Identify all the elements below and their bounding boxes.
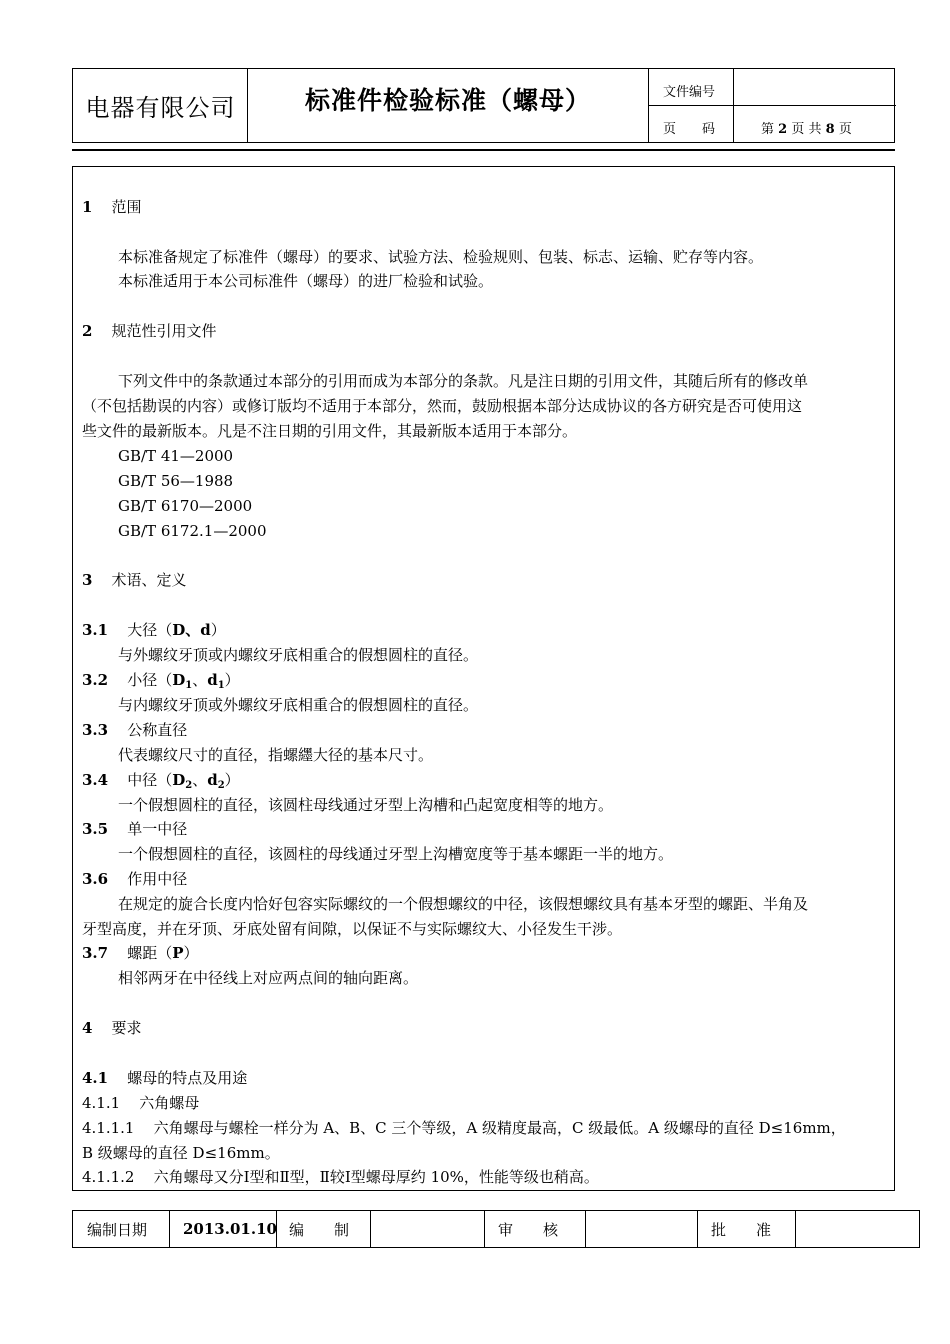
definition-text: 在规定的旋合长度内恰好包容实际螺纹的一个假想螺纹的中径，该假想螺纹具有基本牙型的螺距、半角及 xyxy=(118,895,809,913)
doc-number-label: 文件编号 xyxy=(663,85,716,100)
subsection-3-5-heading xyxy=(82,819,187,839)
footer-divider xyxy=(169,1211,170,1247)
title-symbol: d xyxy=(207,771,218,789)
title-part: ） xyxy=(224,771,240,789)
definition-text: 与外螺纹牙顶或内螺纹牙底相重合的假想圆柱的直径。 xyxy=(118,646,479,664)
subscript: 1 xyxy=(217,680,225,691)
title-part: 、 xyxy=(192,771,208,789)
reference-item: GB/T 6172.1—2000 xyxy=(118,522,267,540)
title-part: ） xyxy=(183,944,199,962)
title-part: 小径（ xyxy=(127,671,173,689)
section-number: 3.5 xyxy=(82,820,109,838)
section-number: 3.1 xyxy=(82,621,109,639)
title-part: 中径（ xyxy=(127,771,173,789)
subsection-3-6-heading xyxy=(82,869,187,889)
company-name: 电器有限公司 xyxy=(85,94,236,122)
section-number: 4 xyxy=(82,1019,93,1037)
section-number: 2 xyxy=(82,322,93,340)
section-4-heading xyxy=(82,1018,142,1038)
section-title: 作用中径 xyxy=(127,870,188,888)
subsection-4-1-1-heading xyxy=(82,1093,199,1113)
section-3-heading xyxy=(82,570,187,590)
approval-footer xyxy=(72,1210,920,1248)
reference-item: GB/T 41—2000 xyxy=(118,447,234,465)
header-rule xyxy=(72,149,895,151)
section-number: 3.7 xyxy=(82,944,109,962)
title-symbol: P xyxy=(172,944,184,962)
header-row-divider xyxy=(648,105,896,106)
date-value: 2013.01.10 xyxy=(183,1220,277,1238)
section-title: 要求 xyxy=(111,1019,142,1037)
reference-item: GB/T 6170—2000 xyxy=(118,497,253,515)
section-title: 范围 xyxy=(111,198,142,216)
definition-text: 相邻两牙在中径线上对应两点间的轴向距离。 xyxy=(118,969,419,987)
footer-divider xyxy=(276,1211,277,1247)
document-header xyxy=(72,68,895,143)
footer-divider xyxy=(585,1211,586,1247)
clause-text: 六角螺母与螺栓一样分为 A、B、C 三个等级，A 级精度最高，C 级最低。A 级螺母的直径 D≤16mm， xyxy=(153,1119,846,1137)
footer-divider xyxy=(370,1211,371,1247)
subsection-4-1-heading xyxy=(82,1068,247,1088)
page-total: 8 xyxy=(825,122,835,137)
section-number: 4.1.1.1 xyxy=(82,1119,135,1137)
section-1-heading xyxy=(82,197,142,217)
section-number: 4.1.1.2 xyxy=(82,1168,135,1186)
title-symbol: D、d xyxy=(172,621,211,639)
title-part: 螺距（ xyxy=(127,944,173,962)
section-number: 1 xyxy=(82,198,93,216)
prepared-label: 编 制 xyxy=(289,1220,350,1239)
section-number: 4.1 xyxy=(82,1069,109,1087)
section-title: 术语、定义 xyxy=(111,571,187,589)
paragraph-line: 些文件的最新版本。凡是不注日期的引用文件，其最新版本适用于本部分。 xyxy=(82,422,578,440)
clause-text: 六角螺母又分Ⅰ型和Ⅱ型，Ⅱ较Ⅰ型螺母厚约 10%，性能等级也稍高。 xyxy=(153,1168,599,1186)
title-symbol: D xyxy=(172,671,186,689)
clause-4-1-1-1 xyxy=(82,1118,846,1138)
section-number: 3.2 xyxy=(82,671,109,689)
clause-text: B 级螺母的直径 D≤16mm。 xyxy=(82,1144,280,1162)
section-2-heading xyxy=(82,321,217,341)
subscript: 2 xyxy=(217,780,225,791)
subscript: 1 xyxy=(185,680,193,691)
paragraph: 本标准适用于本公司标准件（螺母）的进厂检验和试验。 xyxy=(118,272,494,290)
subscript: 2 xyxy=(185,780,193,791)
title-part: 、 xyxy=(192,671,208,689)
footer-divider xyxy=(697,1211,698,1247)
title-symbol: D xyxy=(172,771,186,789)
page-suffix: 页 xyxy=(838,122,852,137)
section-number: 3.3 xyxy=(82,721,109,739)
paragraph: 本标准备规定了标准件（螺母）的要求、试验方法、检验规则、包装、标志、运输、贮存等内容。 xyxy=(118,248,764,266)
page-prefix: 第 xyxy=(761,122,775,137)
title-symbol: d xyxy=(207,671,218,689)
clause-4-1-1-2 xyxy=(82,1167,599,1187)
title-part: 大径（ xyxy=(127,621,173,639)
approve-label: 批 准 xyxy=(711,1220,772,1239)
subsection-3-4-heading xyxy=(82,770,240,796)
date-label: 编制日期 xyxy=(87,1220,148,1239)
footer-divider xyxy=(795,1211,796,1247)
definition-text: 代表螺纹尺寸的直径，指螺纆大径的基本尺寸。 xyxy=(118,746,434,764)
page-current: 2 xyxy=(778,122,788,137)
section-title: 螺母的特点及用途 xyxy=(127,1069,248,1087)
definition-text: 一个假想圆柱的直径，该圆柱母线通过牙型上沟槽和凸起宽度相等的地方。 xyxy=(118,796,614,814)
page-middle: 页 共 xyxy=(791,122,822,137)
subsection-3-7-heading xyxy=(82,943,199,963)
paragraph-line: （不包括勘误的内容）或修订版均不适用于本部分，然而，鼓励根据本部分达成协议的各方研究是否可使用这 xyxy=(82,397,803,415)
section-number: 3.4 xyxy=(82,771,109,789)
page-indicator xyxy=(761,118,852,137)
content-frame xyxy=(72,166,895,1191)
section-title: 单一中径 xyxy=(127,820,188,838)
definition-text: 与内螺纹牙顶或外螺纹牙底相重合的假想圆柱的直径。 xyxy=(118,696,479,714)
footer-divider xyxy=(484,1211,485,1247)
document-title: 标准件检验标准（螺母） xyxy=(304,86,591,115)
section-number: 4.1.1 xyxy=(82,1094,121,1112)
section-title: 规范性引用文件 xyxy=(111,322,217,340)
definition-text: 一个假想圆柱的直径，该圆柱的母线通过牙型上沟槽宽度等于基本螺距一半的地方。 xyxy=(118,845,674,863)
review-label: 审 核 xyxy=(498,1220,559,1239)
section-number: 3.6 xyxy=(82,870,109,888)
title-part: ） xyxy=(224,671,240,689)
reference-item: GB/T 56—1988 xyxy=(118,472,234,490)
paragraph-line: 下列文件中的条款通过本部分的引用而成为本部分的条款。凡是注日期的引用文件，其随后所有的修改单 xyxy=(118,372,809,390)
title-part: ） xyxy=(210,621,226,639)
page-label: 页 码 xyxy=(663,122,716,137)
subsection-3-3-heading xyxy=(82,720,187,740)
section-title: 六角螺母 xyxy=(139,1094,200,1112)
subsection-3-2-heading xyxy=(82,670,240,696)
subsection-3-1-heading xyxy=(82,620,226,640)
section-number: 3 xyxy=(82,571,93,589)
section-title: 公称直径 xyxy=(127,721,188,739)
definition-text: 牙型高度，并在牙顶、牙底处留有间隙，以保证不与实际螺纹大、小径发生干涉。 xyxy=(82,920,623,938)
